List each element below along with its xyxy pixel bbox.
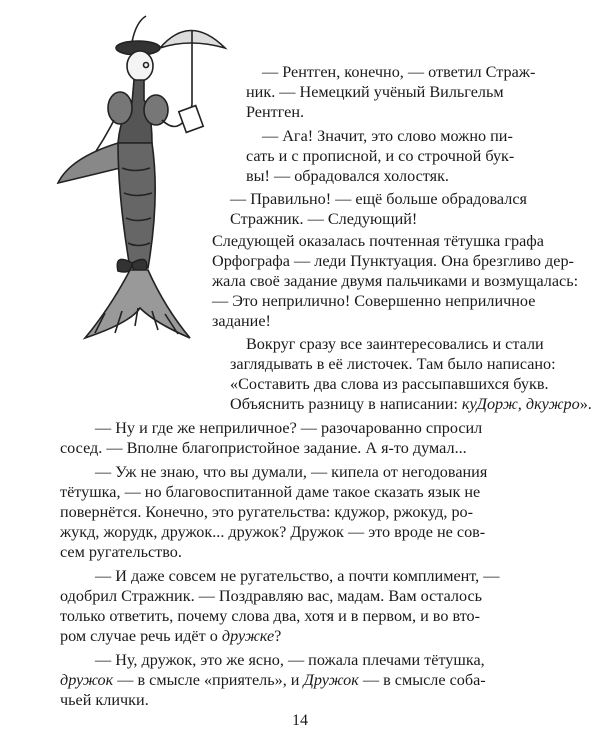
text-line: одобрил Стражник. — Поздравляю вас, мадам. Вам осталось [60, 587, 483, 605]
text-line: задание! [212, 312, 271, 330]
text-line: «Составить два слова из рассыпавшихся букв. [230, 375, 549, 393]
text-line: — Это неприлично! Совершенно неприличное [212, 292, 536, 310]
text-line: Рентген. [246, 103, 305, 121]
text-line: жала своё задание двумя пальчиками и возмущалась: [212, 272, 579, 290]
text-line: только ответить, почему слова два, хотя и в первом, и во вто- [60, 607, 481, 625]
text-line: повернётся. Конечно, это ругательства: кдужор, ржокуд, ро- [60, 503, 474, 521]
text-line: — Ну, дружок, это же ясно, — пожала плечами тётушка, [95, 651, 485, 669]
text-line: сать и с прописной, и со строчной бук- [246, 147, 515, 165]
text-line: Вокруг сразу все заинтересовались и стали [246, 335, 544, 353]
text-line: заглядывать в её листочек. Там было написано: [230, 355, 556, 373]
text-line: сосед. — Вполне благопристойное задание. А я-то думал... [60, 439, 467, 457]
text-line: — Уж не знаю, что вы думали, — кипела от негодования [95, 463, 488, 481]
text-line: Орфографа — леди Пунктуация. Она брезгливо дер- [212, 252, 574, 270]
text-line: ром случае речь идёт о дружке? [60, 627, 282, 645]
text-line: — И даже совсем не ругательство, а почти комплимент, — [95, 567, 500, 585]
text-line: тётушка, — но благовоспитанной даме такое сказать язык не [60, 483, 481, 501]
text-line: Стражник. — Следующий! [230, 210, 418, 228]
text-line: Объяснить разницу в написании: куДорж, дкужро». [230, 395, 592, 413]
text-line: жукд, жорудк, дружок... дружок? Дружок — это вроде не сов- [60, 523, 486, 541]
text-line: — Рентген, конечно, — ответил Страж- [262, 63, 536, 81]
lady-punctuation-illustration [40, 8, 240, 348]
text-line: — Ну и где же неприличное? — разочарованно спросил [95, 419, 483, 437]
text-line: Следующей оказалась почтенная тётушка графа [212, 232, 544, 250]
text-line: ник. — Немецкий учёный Вильгельм [246, 83, 504, 101]
text-line: — Ага! Значит, это слово можно пи- [262, 127, 513, 145]
text-line: дружок — в смысле «приятель», и Дружок — в смысле соба- [60, 671, 486, 689]
text-line: сем ругательство. [60, 543, 182, 561]
text-line: вы! — обрадовался холостяк. [246, 167, 449, 185]
text-line: — Правильно! — ещё больше обрадовался [230, 190, 527, 208]
page-number: 14 [292, 712, 308, 729]
text-line: чьей клички. [60, 691, 149, 709]
